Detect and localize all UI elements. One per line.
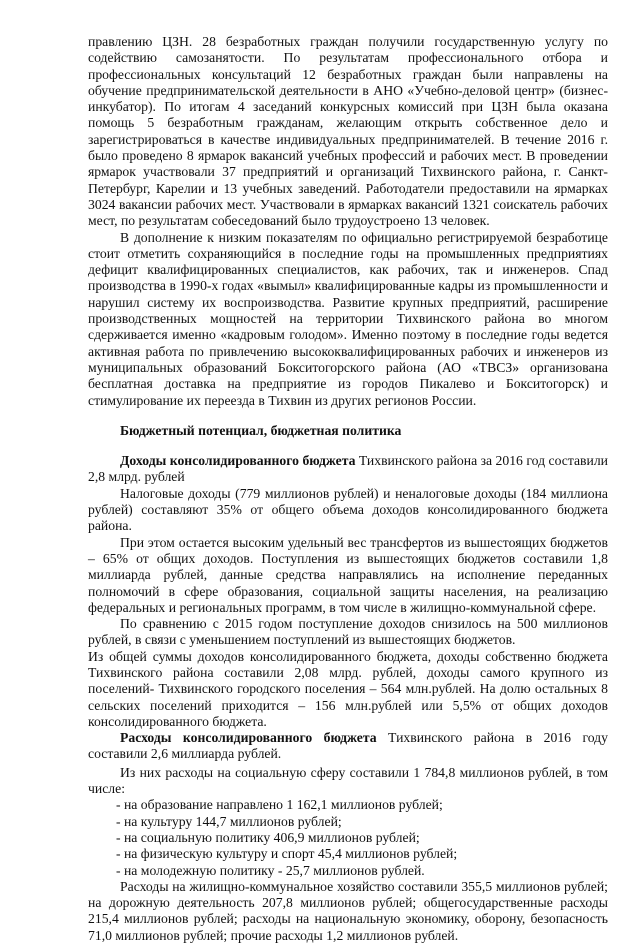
paragraph-income-structure: Из общей суммы доходов консолидированного бюджета, доходы собственно бюджета Тихвинского района составили 2,08 млрд. рублей, доходы самого крупного из поселений- Тихвинского городского поселения – 564 млн.рублей. На долю остальных 8 сельских поселений приходится – 156 млн.рублей или 5,5% от общих доходов консолидированного бюджета.	[88, 648, 608, 729]
list-item: - на физическую культуру и спорт 45,4 миллионов рублей;	[116, 846, 458, 862]
list-item: - на культуру 144,7 миллионов рублей;	[116, 813, 342, 829]
section-heading: Бюджетный потенциал, бюджетная политика	[120, 422, 402, 438]
paragraph-employment-services: правлению ЦЗН. 28 безработных граждан получили государственную услугу по содействию самозанятости. По результатам профессионального отбора и профессиональных консультаций 12 безработных граждан были направлены на обучение предпринимательской деятельности в АНО «Учебно-деловой центр» (бизнес-инкубатор). По итогам 4 заседаний конкурсных комиссий при ЦЗН была оказана помощь 5 безработным гражданам, желающим открыть собственное дело и зарегистрироваться в качестве индивидуальных предпринимателей. В течение 2016 г. было проведено 8 ярмарок вакансий учебных профессий и рабочих мест. В проведении ярмарок участвовали 37 предприятий и организаций Тихвинского района, г. Санкт-Петербург, Карелии и 13 учебных заведений. Работодатели предоставили на ярмарках 3024 вакансии рабочих мест. Участвовали в ярмарках вакансий 1321 соискатель рабочих мест, по результатам собеседований было трудоустроено 13 человек.	[88, 34, 608, 229]
expenses-text: Тихвинского района в 2016 году составили 2,6 миллиарда рублей.	[88, 730, 608, 762]
paragraph-other-expenses: Расходы на жилищно-коммунальное хозяйство составили 355,5 миллионов рублей; на дорожную деятельность 207,8 миллионов рублей; общегосударственные расходы 215,4 миллионов рублей; расходы на национальную экономику, оборону, безопасность 71,0 миллионов рублей; прочие расходы 1,2 миллионов рублей.	[88, 878, 608, 943]
list-item: - на образование направлено 1 162,1 миллионов рублей;	[116, 797, 443, 813]
expenses-bold-lead: Расходы консолидированного бюджета	[120, 730, 377, 746]
paragraph-workforce-deficit: В дополнение к низким показателям по официально регистрируемой безработице стоит отметить сохраняющийся в последние годы на промышленных предприятиях дефицит квалифицированных специалистов, как рабочих, так и инженеров. Спад производства в 1990-х годах «вымыл» квалифицированные кадры из промышленности и нарушил систему их воспроизводства. Развитие крупных предприятий, расширение производственных мощностей на территории Тихвинского района во многом сдерживается именно «кадровым голодом». Именно поэтому в последние годы ведется активная работа по привлечению высококвалифицированных рабочих и инженеров из муниципальных образований Бокситогорского района (АО «ТВСЗ» организована бесплатная доставка на предприятие из городов Пикалево и Бокситогорск) и стимулирование их переезда в Тихвин из других регионов России.	[88, 229, 608, 408]
expense-list	[88, 797, 608, 878]
list-item: - на социальную политику 406,9 миллионов рублей;	[116, 829, 420, 845]
income-text: Тихвинского района за 2016 год составили 2,8 млрд. рублей	[88, 453, 608, 485]
paragraph-transfers: При этом остается высоким удельный вес трансфертов из вышестоящих бюджетов – 65% от общих доходов. Поступления из вышестоящих бюджетов составили 1,8 миллиарда рублей, данные средства направлялись на исполнение переданных полномочий в сфере образования, социальной защиты населения, на реализацию федеральных и региональных программ, в том числе в жилищно-коммунальной сфере.	[88, 534, 608, 615]
paragraph-tax-income: Налоговые доходы (779 миллионов рублей) и неналоговые доходы (184 миллиона рублей) составляют 35% от общего объема доходов консолидированного бюджета района.	[88, 485, 608, 534]
paragraph-budget-expenses	[88, 730, 608, 763]
paragraph-budget-income	[88, 453, 608, 486]
list-item: - на молодежную политику - 25,7 миллионов рублей.	[116, 862, 425, 878]
paragraph-income-comparison: По сравнению с 2015 годом поступление доходов снизилось на 500 миллионов рублей, в связи с уменьшением поступлений из вышестоящих бюджетов.	[88, 616, 608, 648]
paragraph-social-expenses: Из них расходы на социальную сферу составили 1 784,8 миллионов рублей, в том числе:	[88, 764, 608, 797]
income-bold-lead: Доходы консолидированного бюджета	[120, 453, 356, 469]
